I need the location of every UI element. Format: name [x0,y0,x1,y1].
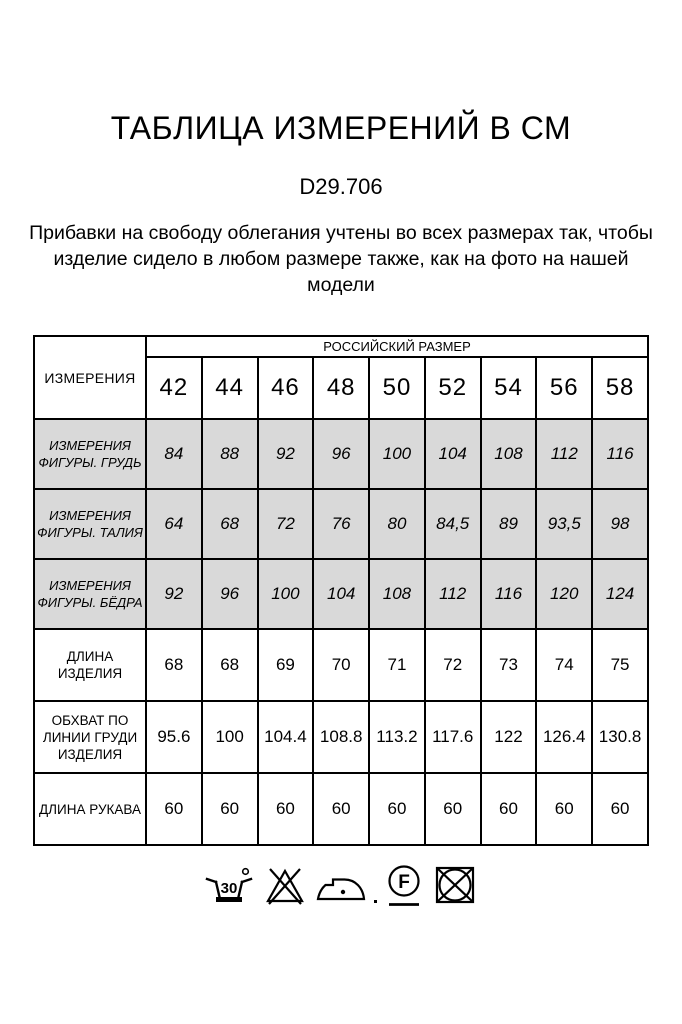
do-not-bleach-icon [262,862,308,908]
table-cell: 104 [425,419,481,489]
table-cell: 108.8 [313,701,369,773]
table-cell: 69 [258,629,314,701]
table-row-waist [34,489,648,559]
row-label: ИЗМЕРЕНИЯ ФИГУРЫ. ГРУДЬ [34,419,146,489]
corner-header: ИЗМЕРЕНИЯ [34,336,146,419]
table-cell: 116 [592,419,648,489]
do-not-tumble-dry-icon [431,862,479,908]
table-cell: 71 [369,629,425,701]
table-cell: 64 [146,489,202,559]
table-cell: 108 [369,559,425,629]
table-cell: 60 [481,773,537,845]
fit-note: Прибавки на свободу облегания учтены во всех размерах так, чтобы изделие сидело в любом размере также, как на фото на нашей модели [29,222,653,296]
table-row-sleeve-length [34,773,648,845]
table-cell: 130.8 [592,701,648,773]
table-cell: 104 [313,559,369,629]
table-cell: 98 [592,489,648,559]
size-header: 56 [536,357,592,419]
table-cell: 72 [425,629,481,701]
row-label: ИЗМЕРЕНИЯ ФИГУРЫ. БЁДРА [34,559,146,629]
page-title: ТАБЛИЦА ИЗМЕРЕНИЙ В СМ [110,110,572,146]
table-cell: 96 [313,419,369,489]
table-cell: 116 [481,559,537,629]
table-cell: 92 [258,419,314,489]
table-cell: 112 [425,559,481,629]
table-cell: 100 [202,701,258,773]
table-cell: 60 [369,773,425,845]
table-cell: 124 [592,559,648,629]
care-symbols-row [0,861,682,909]
row-label: ИЗМЕРЕНИЯ ФИГУРЫ. ТАЛИЯ [34,489,146,559]
row-label: ОБХВАТ ПО ЛИНИИ ГРУДИ ИЗДЕЛИЯ [34,701,146,773]
table-row-chest-girth [34,701,648,773]
table-cell: 68 [202,489,258,559]
table-cell: 60 [202,773,258,845]
row-label: ДЛИНА ИЗДЕЛИЯ [34,629,146,701]
dry-clean-f-gentle-icon [384,861,424,909]
table-cell: 96 [202,559,258,629]
table-cell: 60 [536,773,592,845]
wash-30-icon [203,862,255,908]
table-cell: 60 [258,773,314,845]
table-cell: 68 [146,629,202,701]
table-cell: 126.4 [536,701,592,773]
table-cell: 60 [425,773,481,845]
table-cell: 74 [536,629,592,701]
table-row-hips [34,559,648,629]
table-cell: 92 [146,559,202,629]
table-cell: 68 [202,629,258,701]
table-cell: 76 [313,489,369,559]
table-cell: 60 [313,773,369,845]
separator-dot [374,900,377,903]
table-cell: 72 [258,489,314,559]
table-cell: 73 [481,629,537,701]
row-label: ДЛИНА РУКАВА [34,773,146,845]
table-cell: 84 [146,419,202,489]
table-cell: 84,5 [425,489,481,559]
size-header: 50 [369,357,425,419]
dry-clean-letter: F [398,872,410,893]
table-cell: 113.2 [369,701,425,773]
table-cell: 117.6 [425,701,481,773]
size-header: 54 [481,357,537,419]
table-row-garment-length [34,629,648,701]
product-code: D29.706 [299,174,383,199]
table-cell: 70 [313,629,369,701]
size-header: 48 [313,357,369,419]
size-header: 58 [592,357,648,419]
table-cell: 120 [536,559,592,629]
table-cell: 93,5 [536,489,592,559]
table-cell: 95.6 [146,701,202,773]
table-cell: 88 [202,419,258,489]
table-cell: 100 [369,419,425,489]
size-header: 44 [202,357,258,419]
table-cell: 60 [146,773,202,845]
table-cell: 80 [369,489,425,559]
size-header: 46 [258,357,314,419]
size-header: 52 [425,357,481,419]
iron-one-dot-icon [315,862,367,908]
table-row-chest [34,419,648,489]
table-cell: 89 [481,489,537,559]
table-cell: 104.4 [258,701,314,773]
table-cell: 122 [481,701,537,773]
table-cell: 108 [481,419,537,489]
group-header: РОССИЙСКИЙ РАЗМЕР [146,336,648,357]
wash-temperature-label: 30 [220,880,238,897]
table-cell: 112 [536,419,592,489]
table-cell: 75 [592,629,648,701]
measurements-table [33,335,649,846]
group-header-row [34,336,648,357]
table-cell: 60 [592,773,648,845]
table-cell: 100 [258,559,314,629]
size-header: 42 [146,357,202,419]
